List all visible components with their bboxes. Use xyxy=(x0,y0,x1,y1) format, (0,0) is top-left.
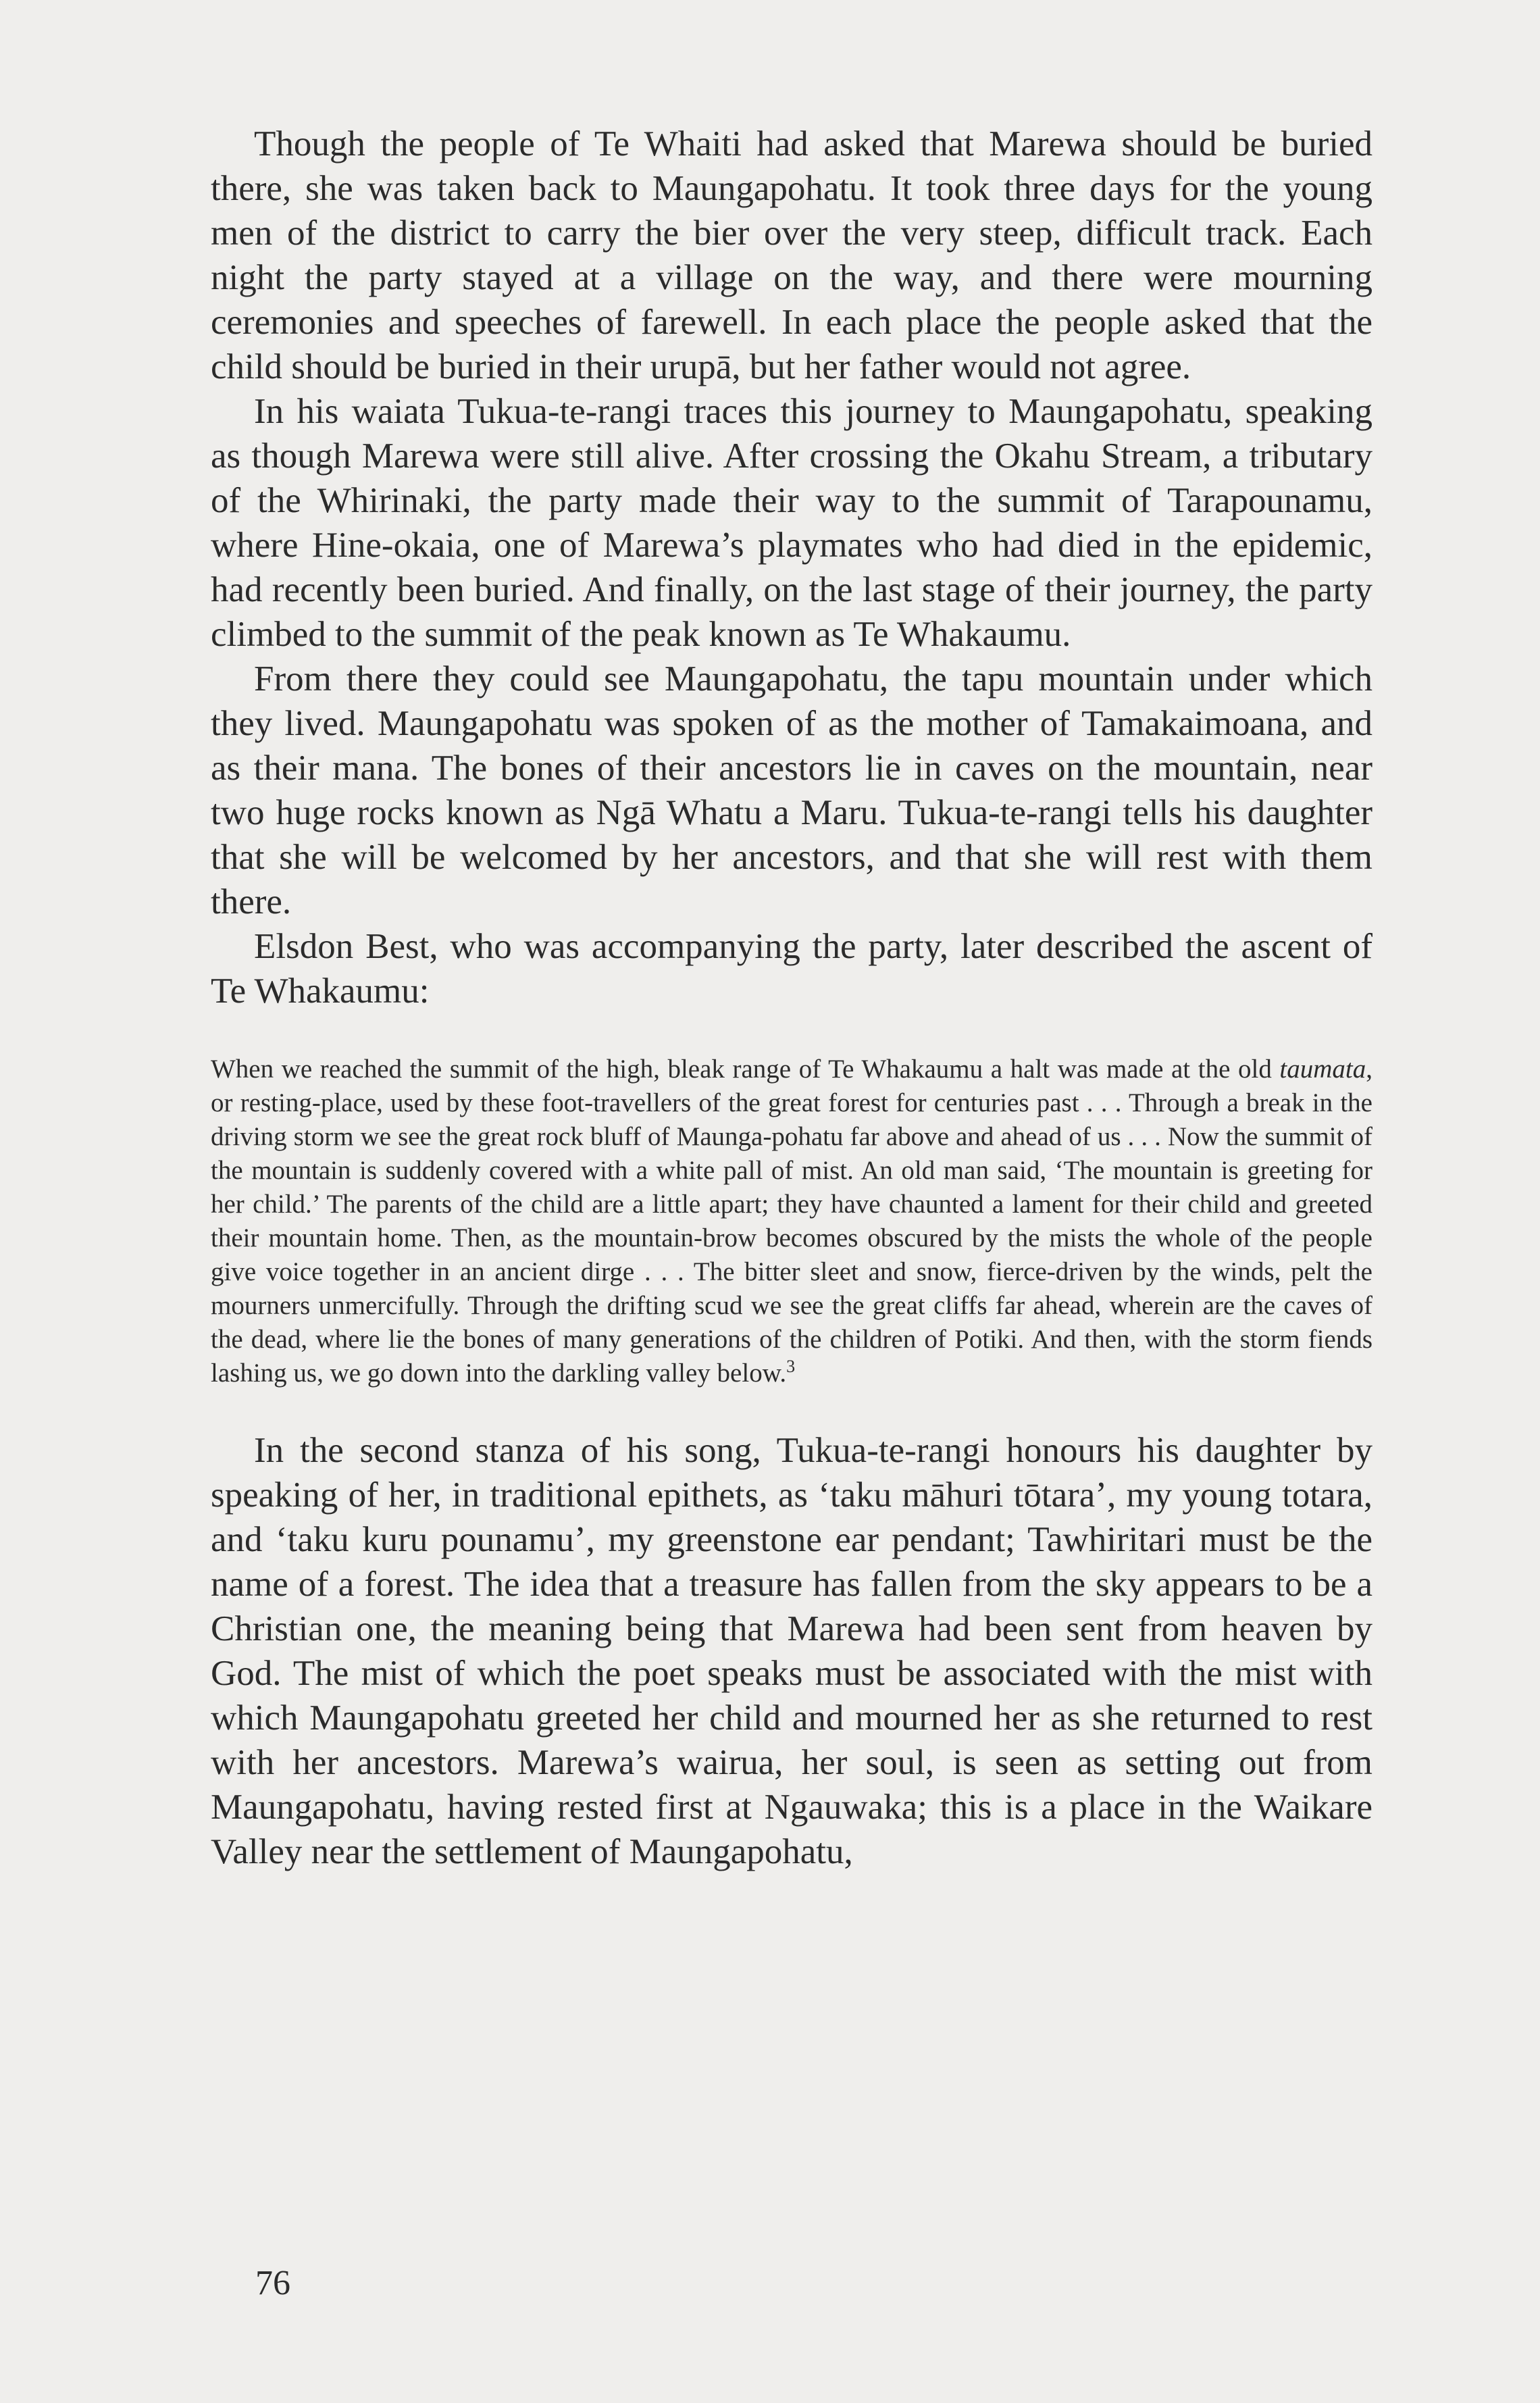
paragraph-4: Elsdon Best, who was accompanying the party, later described the ascent of Te Whakaumu: xyxy=(211,927,1372,1011)
page-number: 76 xyxy=(255,2264,290,2302)
quote-italic-term: taumata xyxy=(1279,1055,1366,1084)
quote-text-part-1: When we reached the summit of the high, bleak range of Te Whakaumu a halt was made at the old xyxy=(211,1055,1280,1084)
paragraph-2: In his waiata Tukua-te-rangi traces this journey to Maungapohatu, speaking as though Marewa were still alive. After crossing the Okahu Stream, a tributary of the Whirinaki, the party made their way to the summit of Tarapounamu, where Hine-okaia, one of Marewa’s playmates who had died in the epidemic, had recently been buried. And finally, on the last stage of their journey, the party climbed to the summit of the peak known as Te Whakaumu. xyxy=(211,392,1372,654)
page-body xyxy=(211,122,1372,1874)
paragraph-3: From there they could see Maungapohatu, the tapu mountain under which they lived. Maungapohatu was spoken of as the mother of Tamakaimoana, and as their mana. The bones of their ancestors lie in caves on the mountain, near two huge rocks known as Ngā Whatu a Maru. Tukua-te-rangi tells his daughter that she will be welcomed by her ancestors, and that she will rest with them there. xyxy=(211,659,1372,921)
paragraph-5: In the second stanza of his song, Tukua-te-rangi honours his daughter by speaking of her, in traditional epithets, as ‘taku māhuri tōtara’, my young totara, and ‘taku kuru pounamu’, my greenstone ear pendant; Tawhiritari must be the name of a forest. The idea that a treasure has fallen from the sky appears to be a Christian one, the meaning being that Marewa had been sent from heaven by God. The mist of which the poet speaks must be associated with the mist with which Maungapohatu greeted her child and mourned her as she returned to rest with her ancestors. Marewa’s wairua, her soul, is seen as setting out from Maungapohatu, having rested first at Ngauwaka; this is a place in the Waikare Valley near the settlement of Maungapohatu, xyxy=(211,1431,1372,1871)
paragraph-1: Though the people of Te Whaiti had asked that Marewa should be buried there, she was taken back to Maungapohatu. It took three days for the young men of the district to carry the bier over the very steep, difficult track. Each night the party stayed at a village on the way, and there were mourning ceremonies and speeches of farewell. In each place the people asked that the child should be buried in their urupā, but her father would not agree. xyxy=(211,124,1372,386)
footnote-marker: 3 xyxy=(786,1357,796,1376)
quote-text-part-2: , or resting-place, used by these foot-travellers of the great forest for centuries past . . . Through a break in the driving storm we see the great rock bluff of Maunga-pohatu far above and ahead of us . . . Now the summit of the mountain is suddenly covered with a white pall of mist. An old man said, ‘The mountain is greeting for her child.’ The parents of the child are a little apart; they have chaunted a lament for their child and greeted their mountain home. Then, as the mountain-brow becomes obscured by the mists the whole of the people give voice together in an ancient dirge . . . The bitter sleet and snow, fierce-driven by the winds, pelt the mourners unmercifully. Through the drifting scud we see the great cliffs far ahead, wherein are the caves of the dead, where lie the bones of many generations of the children of Potiki. And then, with the storm fiends lashing us, we go down into the darkling valley below. xyxy=(211,1055,1372,1388)
block-quote xyxy=(211,1053,1372,1390)
